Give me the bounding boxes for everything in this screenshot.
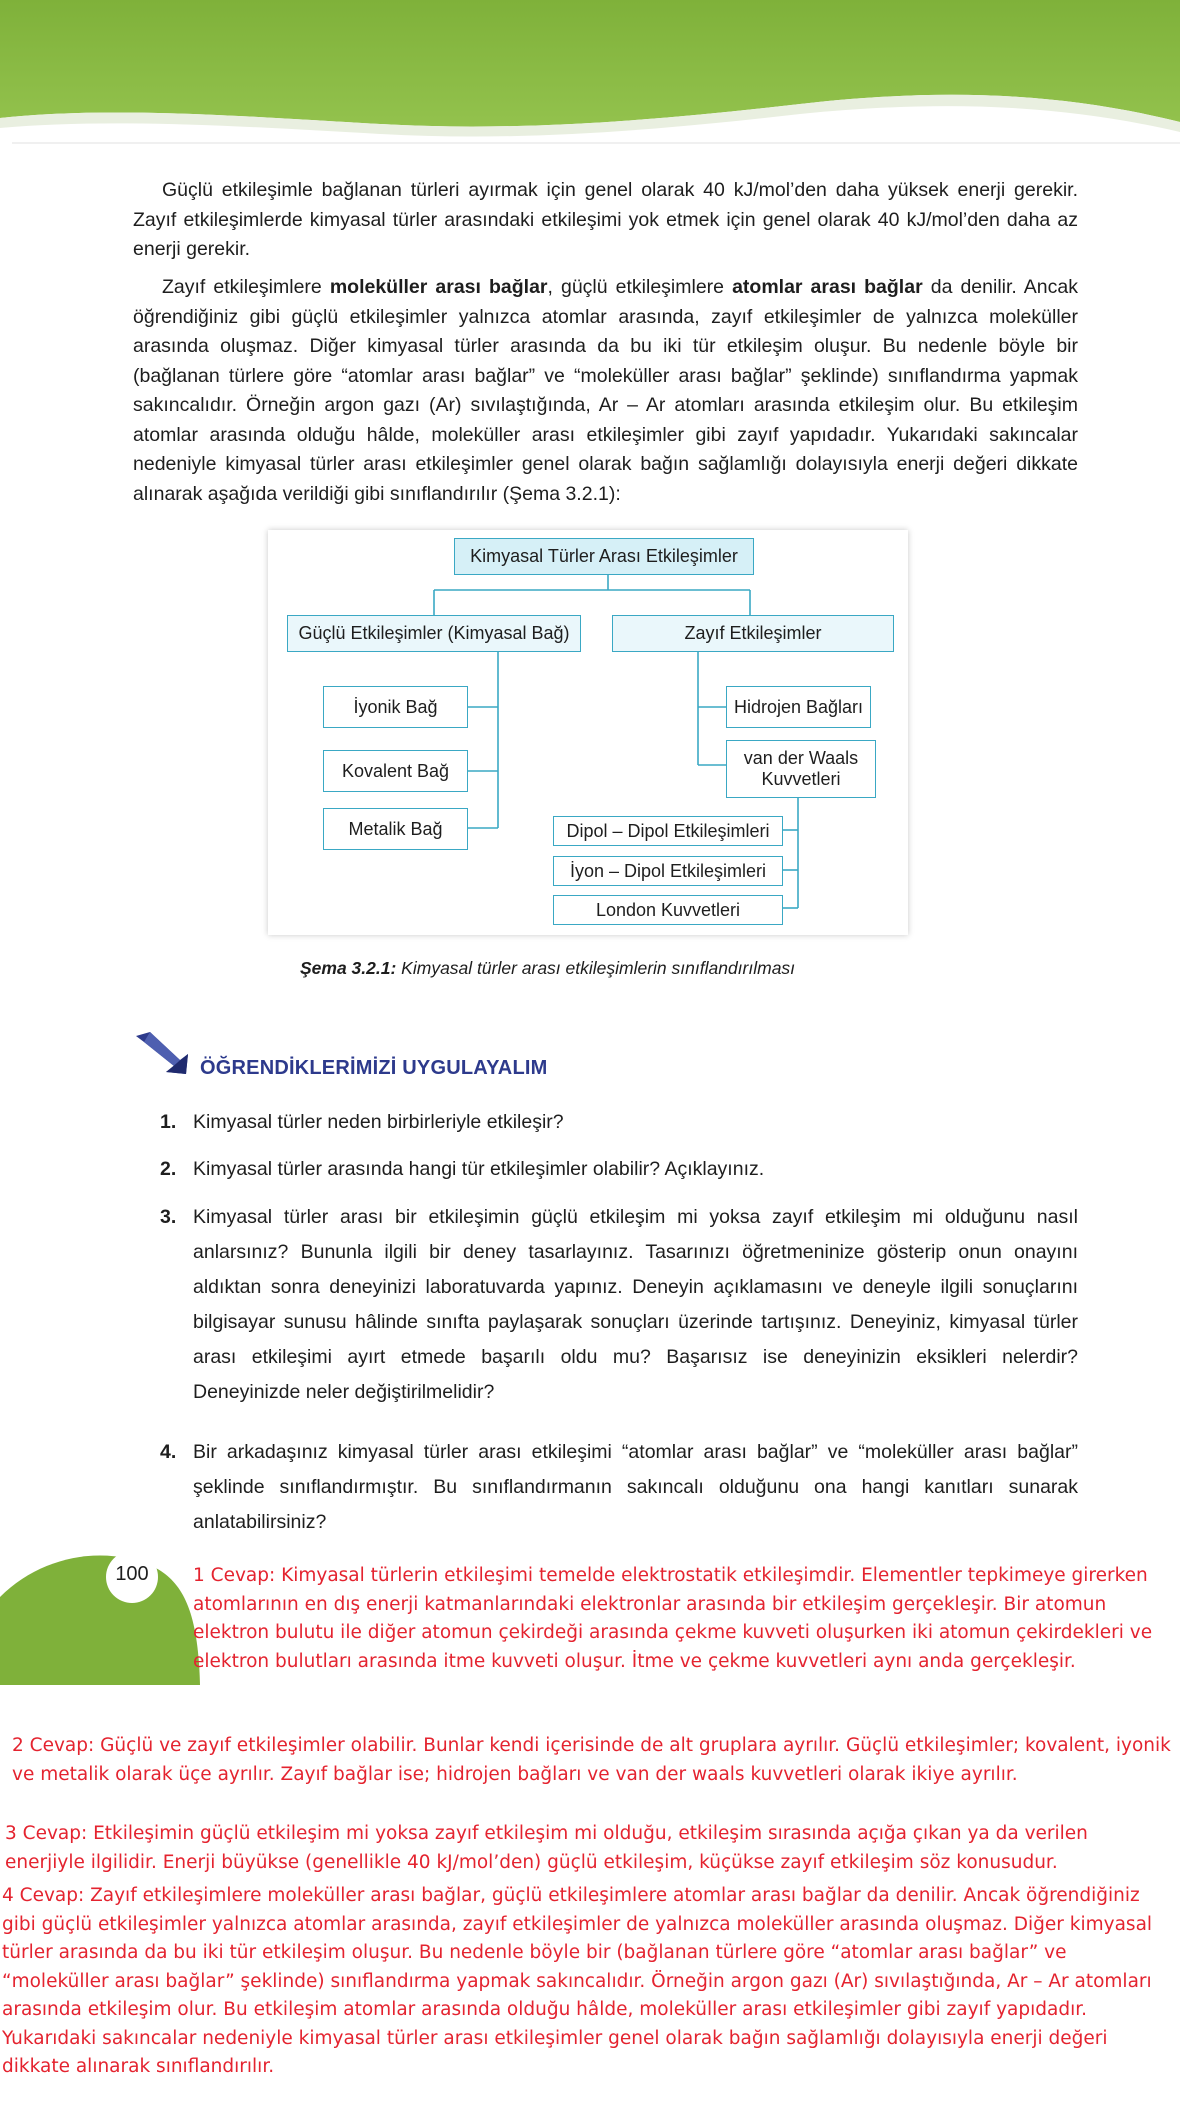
section-title: ÖĞRENDİKLERİMİZİ UYGULAYALIM bbox=[200, 1057, 548, 1079]
node-london-forces: London Kuvvetleri bbox=[553, 895, 783, 925]
node-metallic-bond: Metalik Bağ bbox=[323, 808, 468, 850]
answer-3: 3 Cevap: Etkileşimin güçlü etkileşim mi yoksa zayıf etkileşim mi olduğu, etkileşim sırasında açığa çıkan ya da verilen enerjiyle ilgilidir. Enerji büyükse (genellikle 40 kJ/mol’den) güçlü etkileşim, küçükse zayıf etkileşim söz konusudur. bbox=[5, 1823, 1088, 1873]
question-text: Kimyasal türler arasında hangi tür etkileşimler olabilir? Açıklayınız. bbox=[193, 1158, 765, 1180]
node-covalent-bond: Kovalent Bağ bbox=[323, 750, 468, 792]
question-text: Bir arkadaşınız kimyasal türler arası etkileşimi “atomlar arası bağlar” ve “moleküller arası bağlar” şeklinde sınıflandırmıştır. Bu sınıflandırmanın sakıncalı olduğunu ona hangi kanıtları sunarak anlatabilirsiniz? bbox=[193, 1441, 1078, 1533]
question-2 bbox=[160, 1152, 1078, 1187]
term-atomic-bonds: atomlar arası bağlar bbox=[732, 276, 923, 298]
classification-diagram bbox=[268, 530, 908, 935]
page-corner-decoration bbox=[0, 1545, 200, 1685]
answer-4: 4 Cevap: Zayıf etkileşimlere moleküller arası bağlar, güçlü etkileşimlere atomlar arası bağlar da denilir. Ancak öğrendiğiniz gibi güçlü etkileşimler yalnızca atomlar arasında, zayıf etkileşimler de yalnızca moleküller arasında oluşmaz. Diğer kimyasal türler arasında da bu iki tür etkileşim oluşur. Bu nedenle böyle bir (bağlanan türlere göre “atomlar arası bağlar” ve “moleküller arası bağlar” şeklinde) sınıflandırma yapmak sakıncalıdır. Örneğin argon gazı (Ar) sıvılaştığında, Ar – Ar atomları arasında etkileşim olur. Bu etkileşim atomlar arasında olduğu hâlde, moleküller arası etkileşimler gibi zayıf yapıdadır. Yukarıdaki sakıncalar nedeniyle kimyasal türler arası etkileşimler genel olarak bağın sağlamlığı dolayısıyla enerji değeri dikkate alınarak sınıflandırılır. bbox=[2, 1885, 1153, 2077]
node-dipole-dipole: Dipol – Dipol Etkileşimleri bbox=[553, 816, 783, 846]
node-root: Kimyasal Türler Arası Etkileşimler bbox=[454, 538, 754, 575]
intro-paragraph-2: Zayıf etkileşimlere moleküller arası bağlar, güçlü etkileşimlere atomlar arası bağlar da denilir. Ancak öğrendiğiniz gibi güçlü etkileşimler yalnızca atomlar arasında, zayıf etkileşimler de yalnızca moleküller arasında oluşmaz. Diğer kimyasal türler arasında da bu iki tür etkileşim oluşur. Bu nedenle böyle bir (bağlanan türlere göre “atomlar arası bağlar” ve “moleküller arası bağlar” şeklinde) sınıflandırma yapmak sakıncalıdır. Örneğin argon gazı (Ar) sıvılaştığında, Ar – Ar atomları arasında etkileşim olur. Bu etkileşim atomlar arasında olduğu hâlde, moleküller arası etkileşimler gibi zayıf yapıdadır. Yukarıdaki sakıncalar nedeniyle kimyasal türler arası etkileşimler genel olarak bağın sağlamlığı dolayısıyla enerji değeri dikkate alınarak aşağıda verildiği gibi sınıflandırılır (Şema 3.2.1): bbox=[133, 276, 1078, 505]
node-ion-dipole: İyon – Dipol Etkileşimleri bbox=[553, 856, 783, 886]
node-hydrogen-bonds: Hidrojen Bağları bbox=[726, 686, 871, 728]
question-3 bbox=[160, 1200, 1078, 1410]
question-number: 3. bbox=[160, 1206, 177, 1228]
diagram-caption: Şema 3.2.1: Kimyasal türler arası etkileşimlerin sınıflandırılması bbox=[300, 958, 796, 978]
question-1 bbox=[160, 1105, 1078, 1140]
page-number: 100 bbox=[115, 1563, 149, 1585]
node-van-der-waals: van der Waals Kuvvetleri bbox=[726, 740, 876, 798]
question-text: Kimyasal türler arası bir etkileşimin güçlü etkileşim mi yoksa zayıf etkileşim mi olduğunu nasıl anlarsınız? Bununla ilgili bir deney tasarlayınız. Tasarınızı öğretmeninize gösterip onun onayını aldıktan sonra deneyinizi laboratuvarda yapınız. Deneyin açıklamasını ve deneyle ilgili sonuçlarını bilgisayar sunusu hâlinde sınıfta paylaşarak sonuçları üzerinde tartışınız. Deneyiniz, kimyasal türler arası etkileşimi ayırt etmede başarılı oldu mu? Başarısız ise deneyinizin eksikleri nelerdir? Deneyinizde neler değiştirilmelidir? bbox=[193, 1206, 1078, 1403]
question-number: 1. bbox=[160, 1111, 177, 1133]
question-number: 4. bbox=[160, 1441, 177, 1463]
header-wave bbox=[0, 0, 1180, 160]
question-4 bbox=[160, 1435, 1078, 1540]
question-text: Kimyasal türler neden birbirleriyle etkileşir? bbox=[193, 1111, 564, 1133]
node-ionic-bond: İyonik Bağ bbox=[323, 686, 468, 728]
answer-1: 1 Cevap: Kimyasal türlerin etkileşimi temelde elektrostatik etkileşimdir. Elementler tepkimeye girerken atomlarının en dış enerji katmanlarındaki elektronlar arasında bir etkileşim gerçekleşir. Bir atomun elektron bulutu ile diğer atomun çekirdeği arasında çekme kuvveti oluşurken iki atomun çekirdekleri ve elektron bulutları arasında itme kuvveti oluşur. İtme ve çekme kuvvetleri aynı anda gerçekleşir. bbox=[193, 1565, 1153, 1672]
answer-2: 2 Cevap: Güçlü ve zayıf etkileşimler olabilir. Bunlar kendi içerisinde de alt gruplara ayrılır. Güçlü etkileşimler; kovalent, iyonik ve metalik olarak üçe ayrılır. Zayıf bağlar ise; hidrojen bağları ve van der waals kuvvetleri olarak ikiye ayrılır. bbox=[12, 1735, 1171, 1785]
arrow-pen-icon bbox=[132, 1030, 192, 1078]
node-weak-interactions: Zayıf Etkileşimler bbox=[612, 615, 894, 652]
node-strong-interactions: Güçlü Etkileşimler (Kimyasal Bağ) bbox=[287, 615, 581, 652]
term-molecular-bonds: moleküller arası bağlar bbox=[329, 276, 548, 298]
intro-paragraph-1: Güçlü etkileşimle bağlanan türleri ayırmak için genel olarak 40 kJ/mol’den daha yüksek enerji gerekir. Zayıf etkileşimlerde kimyasal türler arasındaki etkileşimi yok etmek için genel olarak 40 kJ/mol’den daha az enerji gerekir. bbox=[133, 179, 1078, 260]
question-number: 2. bbox=[160, 1158, 177, 1180]
